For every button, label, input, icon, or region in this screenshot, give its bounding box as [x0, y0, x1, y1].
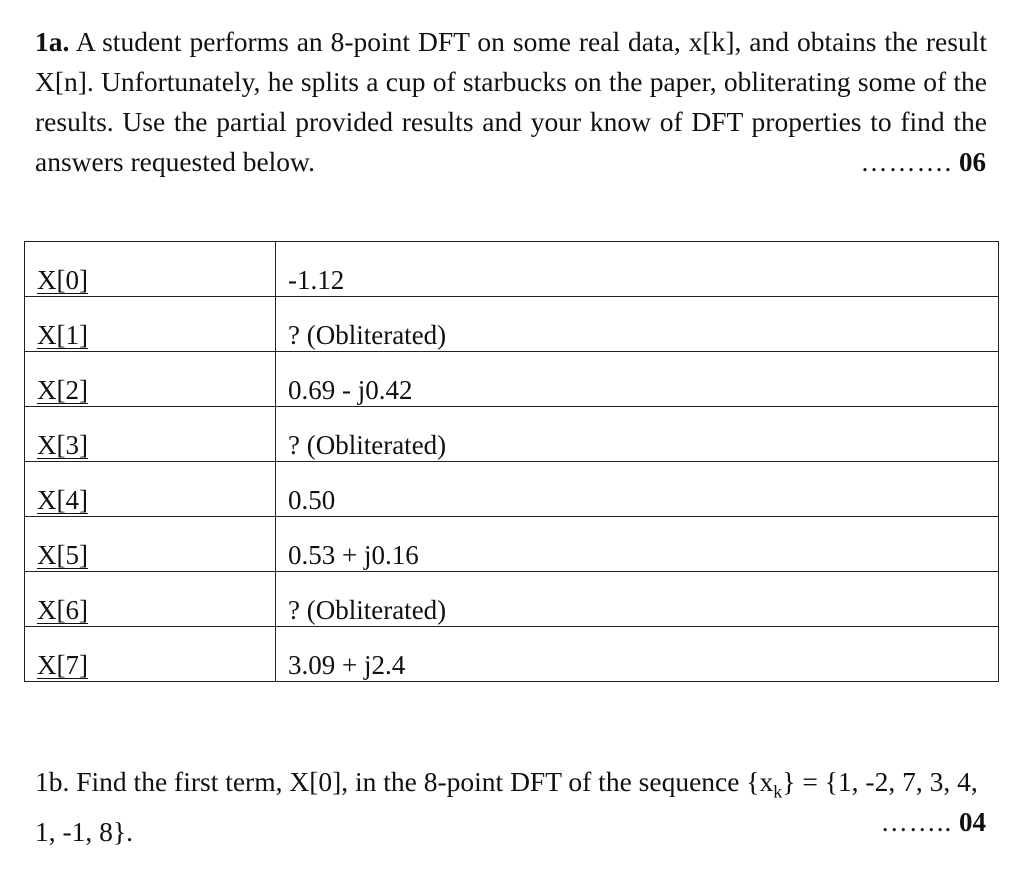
question-1b-subscript: k	[773, 781, 783, 802]
table-row	[25, 297, 999, 352]
question-1b-text-end: } = {1, -2, 7, 3, 4, 1, -1, 8}.	[35, 766, 978, 847]
question-1b	[35, 762, 987, 852]
table-cell-value: ? (Obliterated)	[276, 297, 999, 352]
question-1b-text: 1b. Find the first term, X[0], in the 8-point DFT of the sequence {x	[35, 766, 774, 797]
table-row	[25, 352, 999, 407]
question-1a-label: 1a.	[35, 26, 70, 57]
table-row	[25, 572, 999, 627]
marks-value: 06	[959, 147, 986, 177]
question-1b-marks	[881, 802, 986, 842]
table-cell-key: X[7]	[25, 627, 276, 682]
marks-dots: ……….	[860, 147, 953, 177]
table-row	[25, 517, 999, 572]
table-cell-key: X[0]	[25, 242, 276, 297]
table-cell-value: 0.50	[276, 462, 999, 517]
question-1a-marks	[861, 142, 987, 182]
table-cell-value: ? (Obliterated)	[276, 572, 999, 627]
table-cell-key: X[6]	[25, 572, 276, 627]
question-1a	[35, 22, 987, 182]
dft-results-table	[24, 241, 999, 682]
table-row	[25, 242, 999, 297]
question-1a-text: A student performs an 8-point DFT on some real data, x[k], and obtains the result X[n]. Unfortunately, he splits a cup of starbucks on the paper, obliterating some of the results. Use the partial provided results and your know of DFT properties to find the answers requested below.	[35, 26, 987, 177]
table-cell-key: X[1]	[25, 297, 276, 352]
table-cell-value: -1.12	[276, 242, 999, 297]
marks-dots: ……..	[880, 807, 953, 837]
table-cell-key: X[3]	[25, 407, 276, 462]
table-cell-key: X[5]	[25, 517, 276, 572]
table-cell-value: 3.09 + j2.4	[276, 627, 999, 682]
table-row	[25, 462, 999, 517]
table-cell-key: X[4]	[25, 462, 276, 517]
table-row	[25, 407, 999, 462]
table-cell-key: X[2]	[25, 352, 276, 407]
table-cell-value: 0.53 + j0.16	[276, 517, 999, 572]
marks-value: 04	[959, 807, 986, 837]
table-cell-value: ? (Obliterated)	[276, 407, 999, 462]
table-cell-value: 0.69 - j0.42	[276, 352, 999, 407]
table-row	[25, 627, 999, 682]
